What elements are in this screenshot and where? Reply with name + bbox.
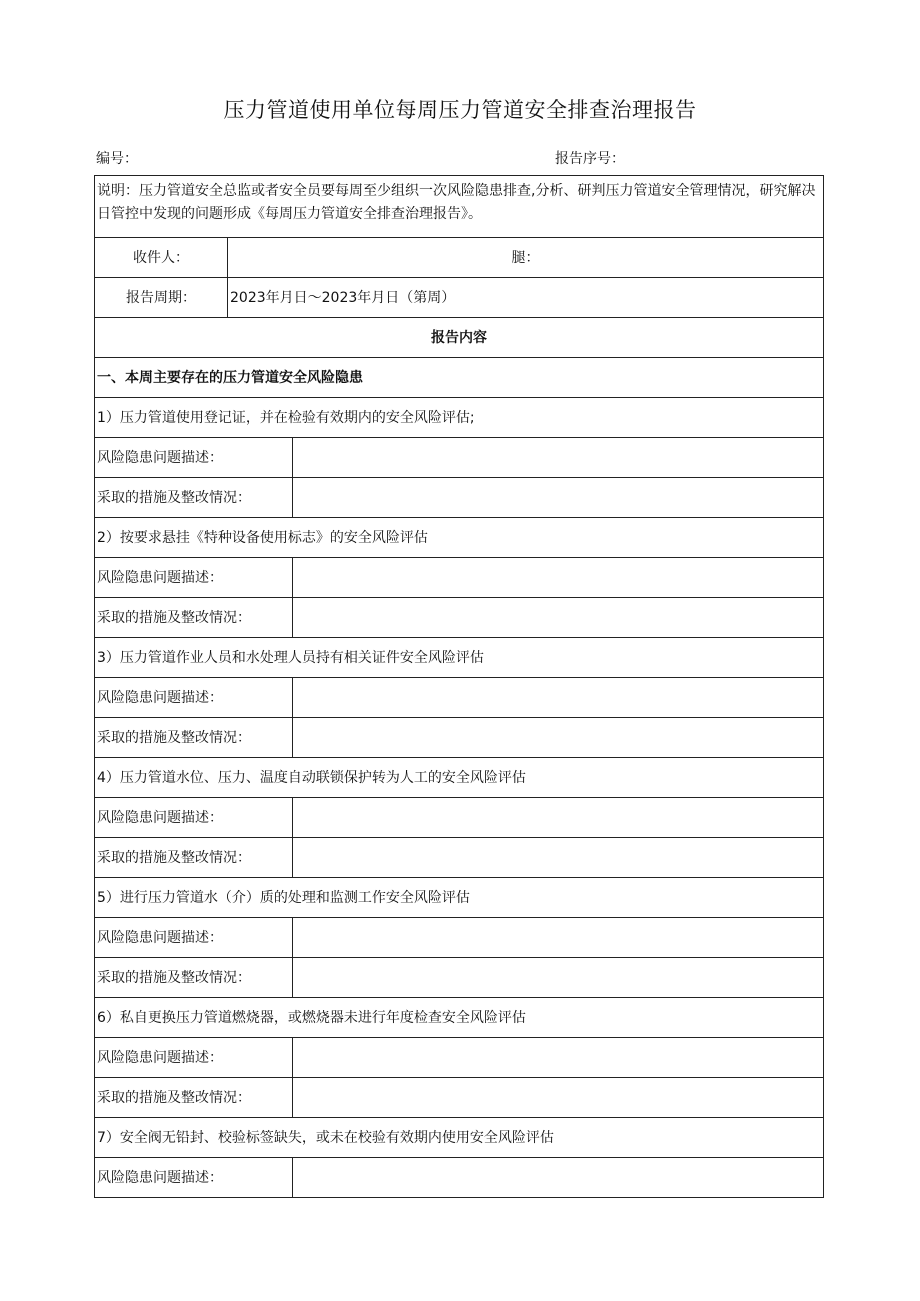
measure-input-cell[interactable]	[293, 598, 824, 638]
measure-label: 采取的措施及整改情况：	[95, 598, 293, 638]
item-title: 7）安全阀无铅封、校验标签缺失，或未在校验有效期内使用安全风险评估	[95, 1118, 824, 1158]
item-desc-row	[95, 678, 824, 718]
item-title-row	[95, 1118, 824, 1158]
measure-label: 采取的措施及整改情况：	[95, 1078, 293, 1118]
desc-input-cell[interactable]	[293, 1158, 824, 1198]
item-measure-row	[95, 838, 824, 878]
item-desc-row	[95, 558, 824, 598]
desc-input-cell[interactable]	[293, 798, 824, 838]
desc-input-cell[interactable]	[293, 918, 824, 958]
item-measure-row	[95, 1078, 824, 1118]
item-title: 4）压力管道水位、压力、温度自动联锁保护转为人工的安全风险评估	[95, 758, 824, 798]
item-desc-row	[95, 1038, 824, 1078]
item-title-row	[95, 518, 824, 558]
item-title: 1）压力管道使用登记证，并在检验有效期内的安全风险评估;	[95, 398, 824, 438]
note-text: 说明：压力管道安全总监或者安全员要每周至少组织一次风险隐患排查,分析、研判压力管道安全管理情况，研究解决日管控中发现的问题形成《每周压力管道安全排查治理报告》。	[95, 176, 824, 238]
desc-label: 风险隐患问题描述：	[95, 558, 293, 598]
measure-input-cell[interactable]	[293, 718, 824, 758]
period-row	[95, 278, 824, 318]
item-title: 6）私自更换压力管道燃烧器，或燃烧器未进行年度检查安全风险评估	[95, 998, 824, 1038]
period-label: 报告周期：	[95, 278, 228, 318]
report-table	[94, 175, 824, 1198]
desc-label: 风险隐患问题描述：	[95, 438, 293, 478]
item-desc-row	[95, 918, 824, 958]
item-title: 3）压力管道作业人员和水处理人员持有相关证件安全风险评估	[95, 638, 824, 678]
measure-input-cell[interactable]	[293, 478, 824, 518]
recipient-row	[95, 238, 824, 278]
measure-label: 采取的措施及整改情况：	[95, 958, 293, 998]
item-title: 5）进行压力管道水（介）质的处理和监测工作安全风险评估	[95, 878, 824, 918]
desc-input-cell[interactable]	[293, 438, 824, 478]
content-header: 报告内容	[95, 318, 824, 358]
desc-label: 风险隐患问题描述：	[95, 798, 293, 838]
section-heading-row	[95, 358, 824, 398]
desc-label: 风险隐患问题描述：	[95, 1158, 293, 1198]
item-title: 2）按要求悬挂《特种设备使用标志》的安全风险评估	[95, 518, 824, 558]
item-measure-row	[95, 598, 824, 638]
item-desc-row	[95, 1158, 824, 1198]
item-title-row	[95, 638, 824, 678]
recipient-label: 收件人：	[95, 238, 228, 278]
measure-input-cell[interactable]	[293, 958, 824, 998]
item-title-row	[95, 758, 824, 798]
number-label: 编号：	[96, 151, 138, 167]
measure-input-cell[interactable]	[293, 838, 824, 878]
document-title: 压力管道使用单位每周压力管道安全排查治理报告	[223, 98, 697, 122]
period-value: 2023年月日〜2023年月日（第周）	[228, 278, 824, 318]
desc-input-cell[interactable]	[293, 558, 824, 598]
measure-label: 采取的措施及整改情况：	[95, 718, 293, 758]
item-measure-row	[95, 718, 824, 758]
item-desc-row	[95, 798, 824, 838]
measure-label: 采取的措施及整改情况：	[95, 478, 293, 518]
recipient-right-label: 腿：	[228, 238, 824, 278]
content-header-row	[95, 318, 824, 358]
desc-label: 风险隐患问题描述：	[95, 918, 293, 958]
measure-label: 采取的措施及整改情况：	[95, 838, 293, 878]
note-row	[95, 176, 824, 238]
desc-label: 风险隐患问题描述：	[95, 678, 293, 718]
item-title-row	[95, 998, 824, 1038]
item-desc-row	[95, 438, 824, 478]
desc-input-cell[interactable]	[293, 678, 824, 718]
desc-input-cell[interactable]	[293, 1038, 824, 1078]
item-measure-row	[95, 478, 824, 518]
item-title-row	[95, 398, 824, 438]
section-heading: 一、本周主要存在的压力管道安全风险隐患	[95, 358, 824, 398]
desc-label: 风险隐患问题描述：	[95, 1038, 293, 1078]
item-title-row	[95, 878, 824, 918]
measure-input-cell[interactable]	[293, 1078, 824, 1118]
sequence-label: 报告序号：	[555, 151, 625, 167]
item-measure-row	[95, 958, 824, 998]
